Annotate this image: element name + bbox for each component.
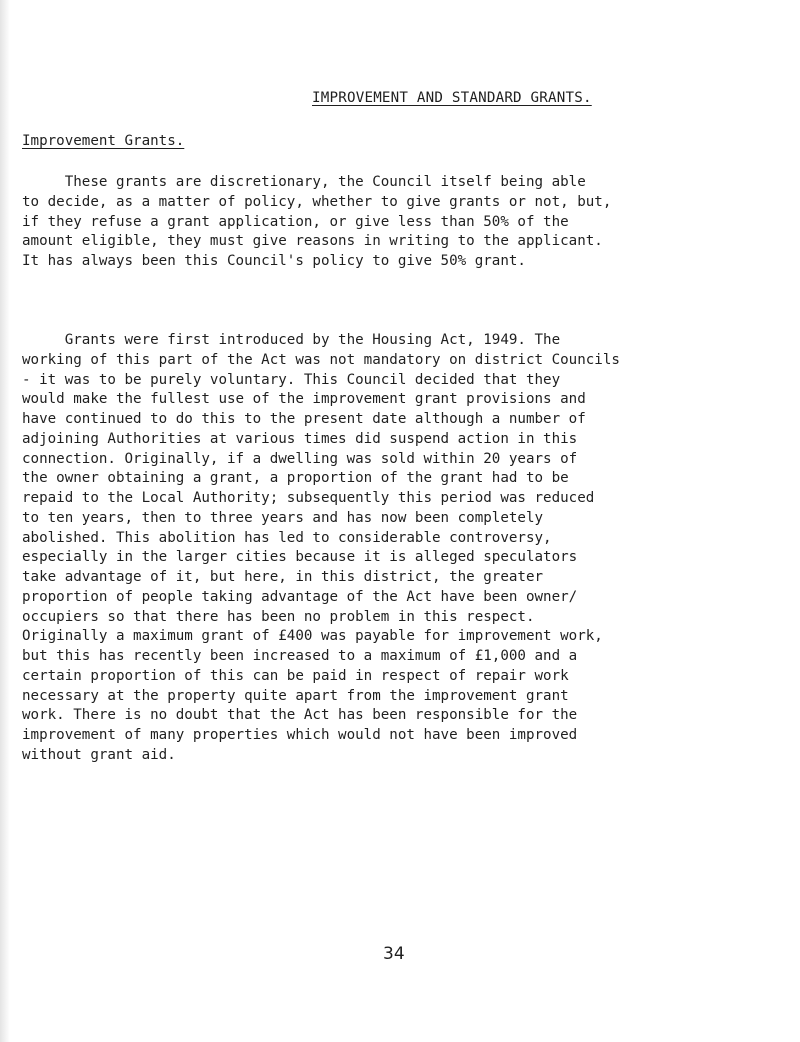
text-line: Originally a maximum grant of £400 was payable for improvement work, (22, 628, 603, 645)
text-line: It has always been this Council's policy to give 50% grant. (22, 253, 526, 269)
text-line: to ten years, then to three years and has now been completely (22, 509, 544, 526)
text-line: adjoining Authorities at various times did suspend action in this (22, 430, 578, 447)
text-line: if they refuse a grant application, or give less than 50% of the (22, 213, 569, 230)
section-heading: Improvement Grants. (22, 133, 185, 149)
paragraph-history (22, 331, 794, 766)
text-line: connection. Originally, if a dwelling was sold within 20 years of (22, 450, 578, 467)
text-line: Grants were first introduced by the Housing Act, 1949. The (22, 332, 561, 348)
text-line: have continued to do this to the present date although a number of (22, 411, 586, 427)
text-line: working of this part of the Act was not mandatory on district Councils (22, 351, 620, 368)
paragraph-discretionary (22, 173, 794, 272)
text-line: These grants are discretionary, the Council itself being able (22, 174, 586, 190)
text-line: without grant aid. (22, 746, 176, 763)
text-line: take advantage of it, but here, in this district, the greater (22, 569, 544, 585)
page-title: IMPROVEMENT AND STANDARD GRANTS. (312, 90, 592, 106)
text-line: improvement of many properties which would not have been improved (22, 727, 578, 743)
text-line: amount eligible, they must give reasons in writing to the applicant. (22, 233, 603, 250)
text-line: proportion of people taking advantage of the Act have been owner/ (22, 588, 578, 605)
text-line: the owner obtaining a grant, a proportion of the grant had to be (22, 470, 569, 487)
text-line: would make the fullest use of the improvement grant provisions and (22, 391, 586, 408)
text-line: to decide, as a matter of policy, whether to give grants or not, but, (22, 193, 612, 210)
text-line: certain proportion of this can be paid in respect of repair work (22, 667, 569, 684)
page-edge-shadow (0, 0, 10, 1042)
text-line: repaid to the Local Authority; subsequently this period was reduced (22, 490, 595, 506)
text-line: - it was to be purely voluntary. This Council decided that they (22, 371, 561, 388)
text-line: occupiers so that there has been no problem in this respect. (22, 608, 535, 625)
text-line: work. There is no doubt that the Act has been responsible for the (22, 707, 578, 724)
page-number: 34 (383, 944, 405, 964)
text-line: especially in the larger cities because it is alleged speculators (22, 549, 578, 566)
text-line: abolished. This abolition has led to considerable controversy, (22, 529, 552, 546)
text-line: but this has recently been increased to a maximum of £1,000 and a (22, 648, 578, 664)
text-line: necessary at the property quite apart from the improvement grant (22, 687, 569, 704)
